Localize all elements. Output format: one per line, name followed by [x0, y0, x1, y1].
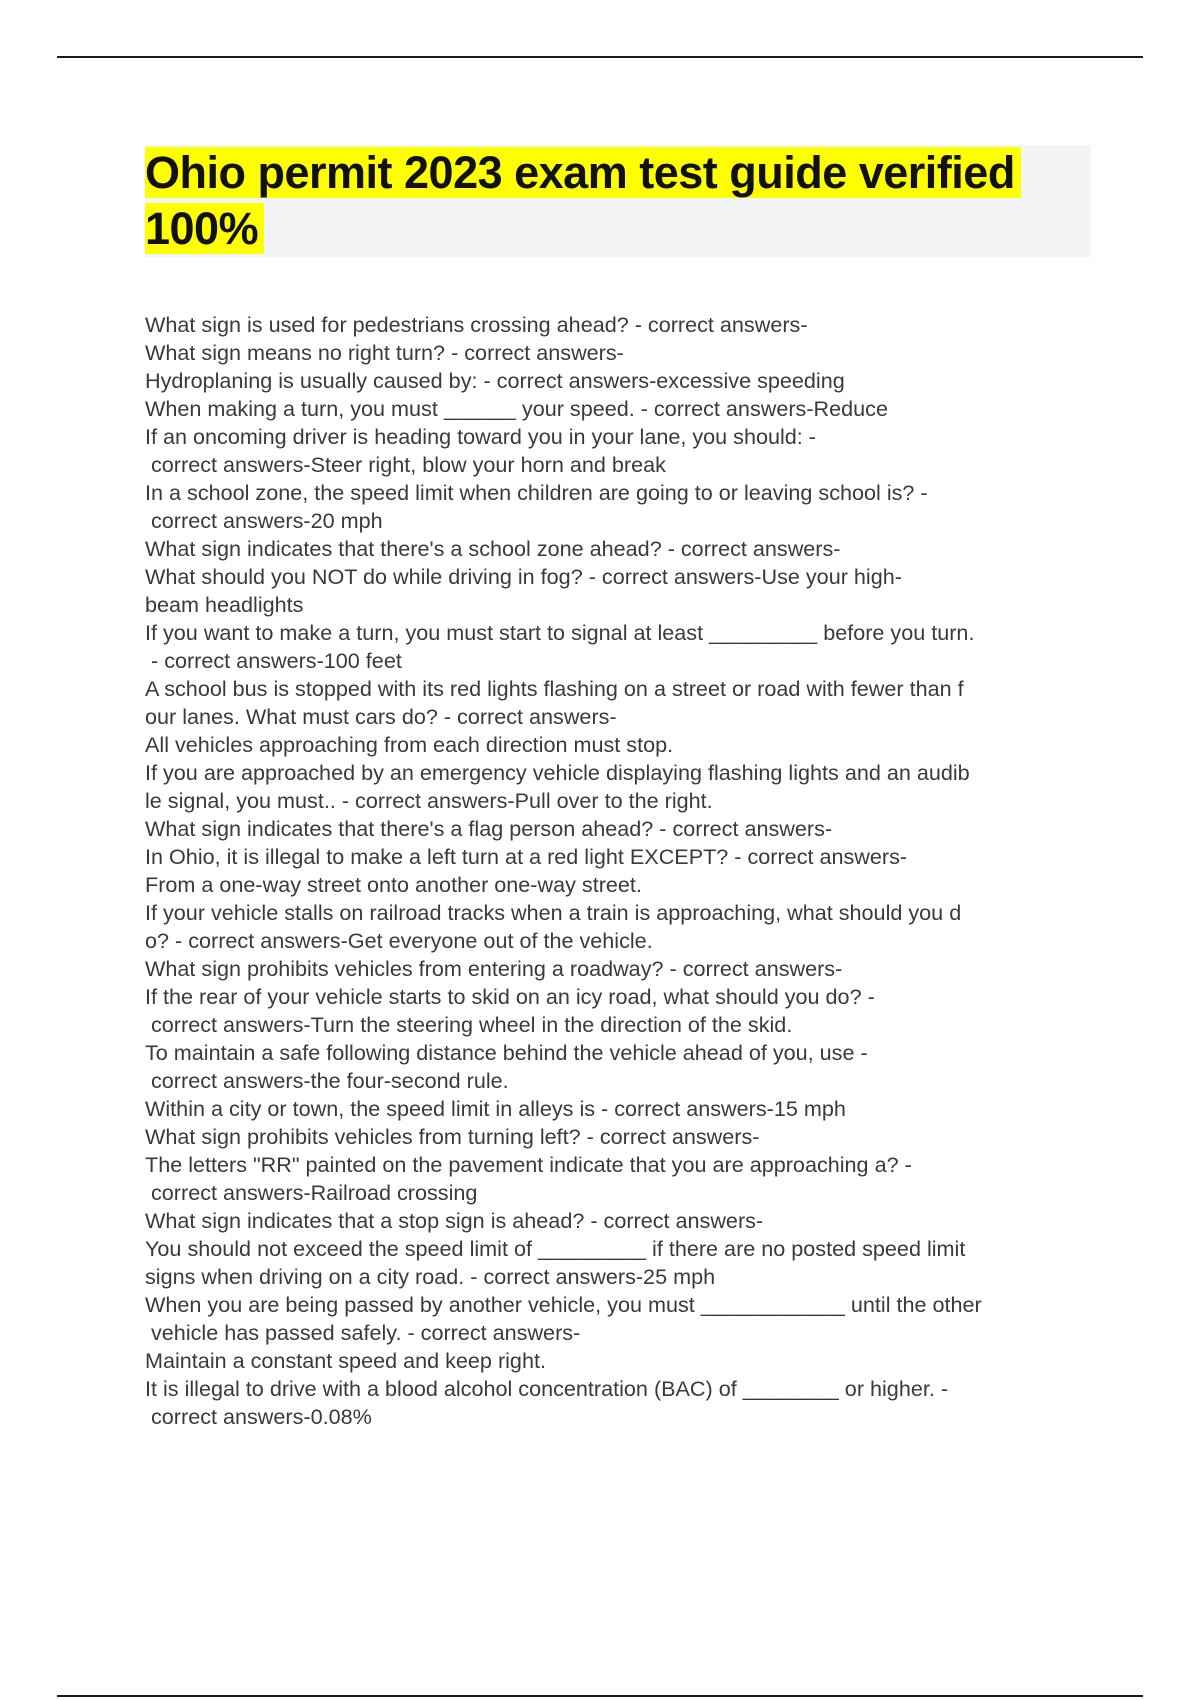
text-line: correct answers-0.08% [145, 1404, 372, 1429]
text-line: What sign means no right turn? - correct answers- [145, 340, 624, 365]
text-line: correct answers-the four-second rule. [145, 1068, 509, 1093]
text-line: o? - correct answers-Get everyone out of the vehicle. [145, 928, 653, 953]
text-line: What sign indicates that there's a school zone ahead? - correct answers- [145, 536, 841, 561]
text-line: Maintain a constant speed and keep right. [145, 1348, 546, 1373]
text-line: In Ohio, it is illegal to make a left turn at a red light EXCEPT? - correct answers- [145, 844, 908, 869]
text-line: It is illegal to drive with a blood alcohol concentration (BAC) of ________ or higher. - [145, 1376, 949, 1401]
text-line: If an oncoming driver is heading toward you in your lane, you should: - [145, 424, 816, 449]
text-line: What sign prohibits vehicles from entering a roadway? - correct answers- [145, 956, 843, 981]
text-line: signs when driving on a city road. - correct answers-25 mph [145, 1264, 716, 1289]
document-title-line-1: Ohio permit 2023 exam test guide verified [145, 147, 1021, 198]
text-line: To maintain a safe following distance behind the vehicle ahead of you, use - [145, 1040, 868, 1065]
text-line: When making a turn, you must ______ your speed. - correct answers-Reduce [145, 396, 888, 421]
document-title-line-2: 100% [145, 203, 264, 254]
text-line: All vehicles approaching from each direction must stop. [145, 732, 674, 757]
text-line: Hydroplaning is usually caused by: - correct answers-excessive speeding [145, 368, 845, 393]
text-line: le signal, you must.. - correct answers-Pull over to the right. [145, 788, 713, 813]
text-line: beam headlights [145, 592, 304, 617]
bottom-horizontal-rule [57, 1695, 1143, 1697]
text-line: If the rear of your vehicle starts to skid on an icy road, what should you do? - [145, 984, 875, 1009]
text-line: vehicle has passed safely. - correct answers- [145, 1320, 581, 1345]
text-line: What sign prohibits vehicles from turning left? - correct answers- [145, 1124, 760, 1149]
text-line: If you want to make a turn, you must start to signal at least _________ before you turn. [145, 620, 975, 645]
text-line: correct answers-Steer right, blow your horn and break [145, 452, 666, 477]
text-line: our lanes. What must cars do? - correct answers- [145, 704, 617, 729]
title-block [145, 145, 1091, 257]
text-line: What should you NOT do while driving in fog? - correct answers-Use your high- [145, 564, 902, 589]
text-line: When you are being passed by another vehicle, you must ____________ until the other [145, 1292, 982, 1317]
text-line: What sign is used for pedestrians crossing ahead? - correct answers- [145, 312, 808, 337]
text-line: From a one-way street onto another one-way street. [145, 872, 642, 897]
text-line: The letters "RR" painted on the pavement indicate that you are approaching a? - [145, 1152, 912, 1177]
document-title [145, 145, 1091, 257]
text-line: You should not exceed the speed limit of _________ if there are no posted speed limit [145, 1236, 966, 1261]
text-line: A school bus is stopped with its red lights flashing on a street or road with fewer than f [145, 676, 964, 701]
text-line: What sign indicates that a stop sign is ahead? - correct answers- [145, 1208, 764, 1233]
text-line: - correct answers-100 feet [145, 648, 402, 673]
top-horizontal-rule [57, 56, 1143, 58]
text-line: correct answers-Turn the steering wheel in the direction of the skid. [145, 1012, 793, 1037]
text-line: Within a city or town, the speed limit in alleys is - correct answers-15 mph [145, 1096, 846, 1121]
text-line: If your vehicle stalls on railroad tracks when a train is approaching, what should you d [145, 900, 962, 925]
question-answer-list [145, 311, 1090, 1431]
text-line: What sign indicates that there's a flag person ahead? - correct answers- [145, 816, 833, 841]
text-line: correct answers-Railroad crossing [145, 1180, 478, 1205]
text-line: correct answers-20 mph [145, 508, 383, 533]
text-line: If you are approached by an emergency vehicle displaying flashing lights and an audib [145, 760, 970, 785]
text-line: In a school zone, the speed limit when children are going to or leaving school is? - [145, 480, 928, 505]
